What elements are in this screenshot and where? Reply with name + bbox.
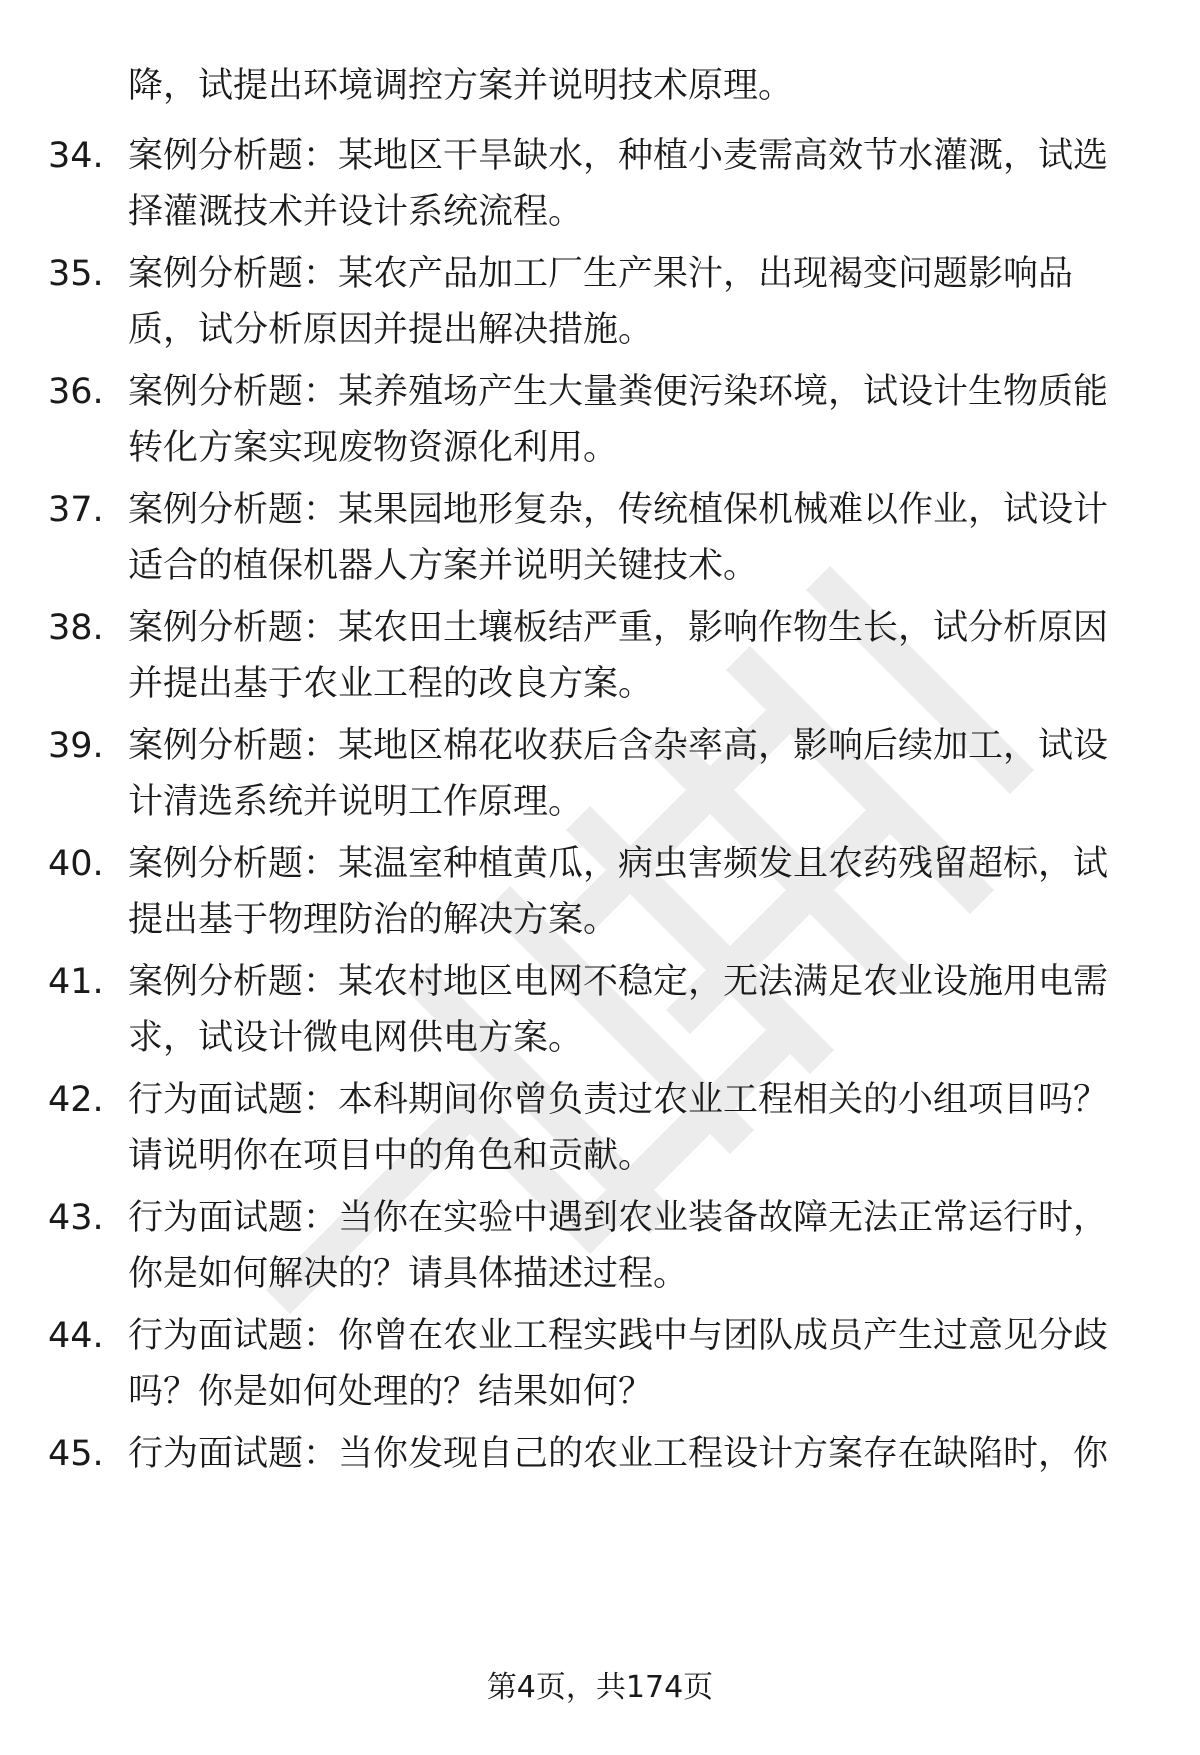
question-line: 并提出基于农业工程的改良方案。	[128, 664, 654, 704]
question-number: 45.	[48, 1434, 104, 1474]
question-number: 42.	[48, 1080, 104, 1120]
question-number: 36.	[48, 372, 104, 412]
question-number: 43.	[48, 1198, 104, 1238]
question-line: 计清选系统并说明工作原理。	[128, 782, 584, 822]
question-number: 41.	[48, 962, 104, 1002]
question-item	[0, 836, 1200, 956]
question-text	[128, 718, 1138, 830]
question-line: 择灌溉技术并设计系统流程。	[128, 192, 584, 232]
question-number: 34.	[48, 136, 104, 176]
question-item	[0, 1190, 1200, 1310]
question-text	[128, 1190, 1138, 1302]
question-number: 39.	[48, 726, 104, 766]
question-number: 44.	[48, 1316, 104, 1356]
question-text	[128, 1426, 1138, 1482]
question-text	[128, 246, 1138, 358]
question-line: 案例分析题：某地区棉花收获后含杂率高，影响后续加工，试设	[128, 726, 1109, 766]
question-line: 案例分析题：某农田土壤板结严重，影响作物生长，试分析原因	[128, 608, 1109, 648]
question-line: 行为面试题：你曾在农业工程实践中与团队成员产生过意见分歧	[128, 1316, 1109, 1356]
question-item	[0, 718, 1200, 838]
question-number: 35.	[48, 254, 104, 294]
question-item	[0, 1072, 1200, 1192]
question-line: 质，试分析原因并提出解决措施。	[128, 310, 654, 350]
question-item	[0, 1426, 1200, 1546]
continuation-line: 降，试提出环境调控方案并说明技术原理。	[128, 66, 794, 106]
question-line: 行为面试题：本科期间你曾负责过农业工程相关的小组项目吗？	[128, 1080, 1109, 1120]
question-item	[0, 128, 1200, 248]
question-text	[128, 836, 1138, 948]
question-line: 案例分析题：某养殖场产生大量粪便污染环境，试设计生物质能	[128, 372, 1109, 412]
question-line: 案例分析题：某果园地形复杂，传统植保机械难以作业，试设计	[128, 490, 1109, 530]
question-text	[128, 128, 1138, 240]
question-item	[0, 600, 1200, 720]
question-line: 转化方案实现废物资源化利用。	[128, 428, 619, 468]
question-line: 行为面试题：当你发现自己的农业工程设计方案存在缺陷时，你	[128, 1434, 1109, 1474]
question-text	[128, 1072, 1138, 1184]
question-line: 吗？你是如何处理的？结果如何？	[128, 1372, 654, 1412]
question-line: 请说明你在项目中的角色和贡献。	[128, 1136, 654, 1176]
question-item	[0, 482, 1200, 602]
question-item	[0, 364, 1200, 484]
question-item	[0, 246, 1200, 366]
question-item	[0, 1308, 1200, 1428]
question-line: 案例分析题：某农产品加工厂生产果汁，出现褐变问题影响品	[128, 254, 1074, 294]
question-line: 案例分析题：某地区干旱缺水，种植小麦需高效节水灌溉，试选	[128, 136, 1109, 176]
question-text	[128, 482, 1138, 594]
question-text	[128, 600, 1138, 712]
question-line: 案例分析题：某温室种植黄瓜，病虫害频发且农药残留超标，试	[128, 844, 1109, 884]
question-number: 40.	[48, 844, 104, 884]
question-number: 38.	[48, 608, 104, 648]
question-line: 行为面试题：当你在实验中遇到农业装备故障无法正常运行时，	[128, 1198, 1109, 1238]
question-line: 提出基于物理防治的解决方案。	[128, 900, 619, 940]
question-line: 案例分析题：某农村地区电网不稳定，无法满足农业设施用电需	[128, 962, 1109, 1002]
question-number: 37.	[48, 490, 104, 530]
question-line: 你是如何解决的？请具体描述过程。	[128, 1254, 689, 1294]
page-footer: 第4页，共174页	[486, 1670, 714, 1705]
question-text	[128, 364, 1138, 476]
question-line: 适合的植保机器人方案并说明关键技术。	[128, 546, 759, 586]
question-text	[128, 1308, 1138, 1420]
question-line: 求，试设计微电网供电方案。	[128, 1018, 584, 1058]
question-item	[0, 954, 1200, 1074]
question-text	[128, 954, 1138, 1066]
